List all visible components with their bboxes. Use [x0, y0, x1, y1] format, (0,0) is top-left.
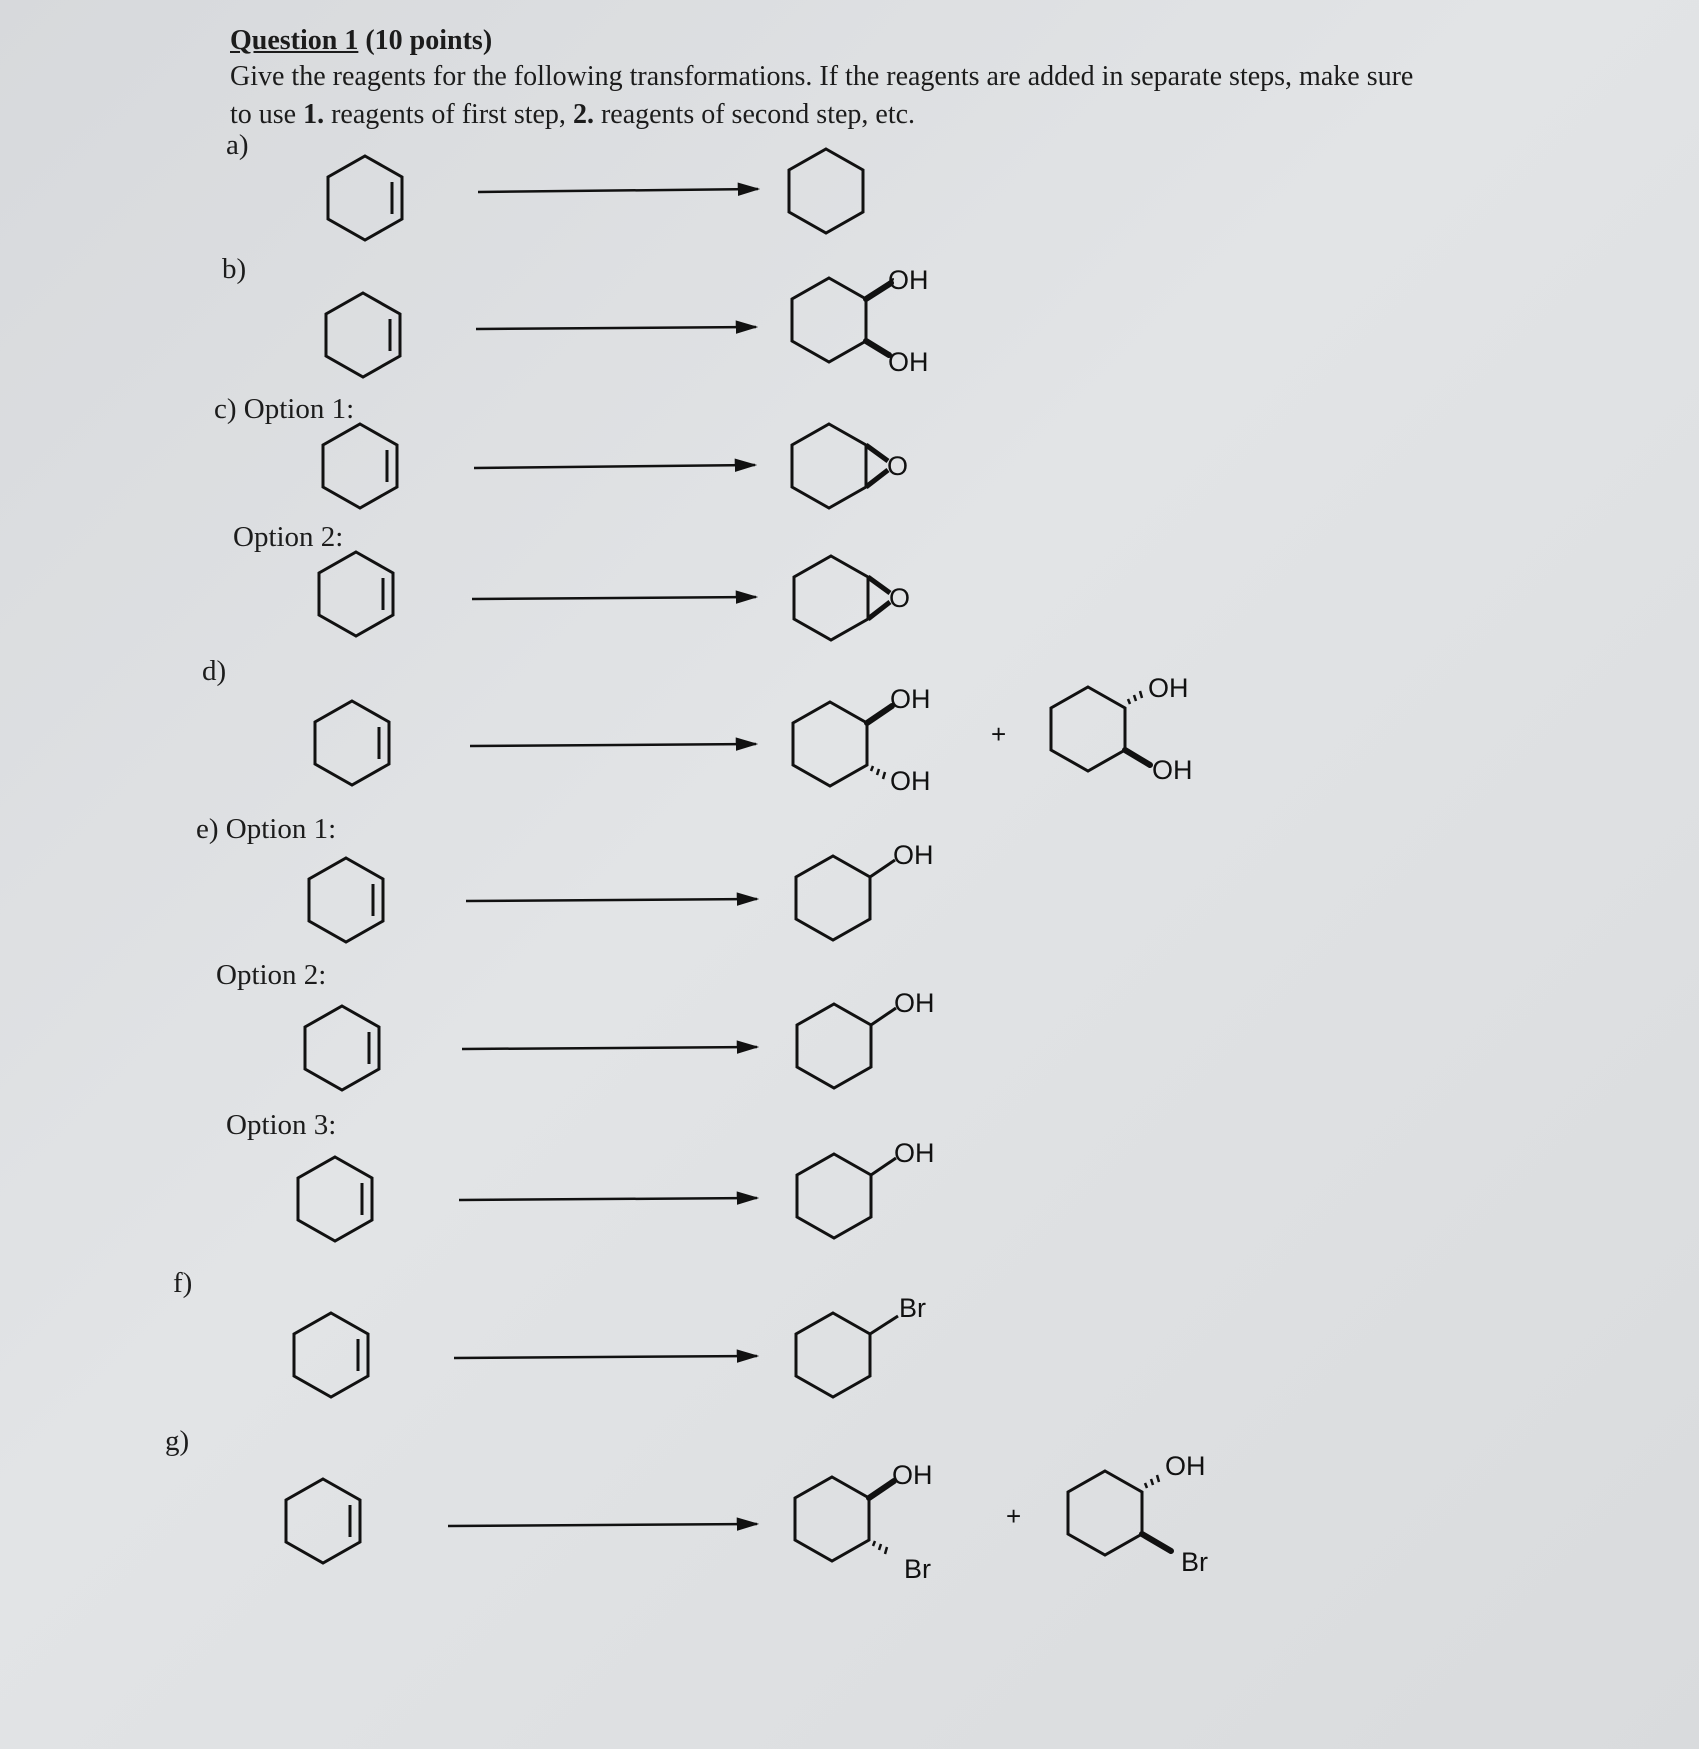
reaction-arrow-f [454, 1356, 757, 1358]
oh-label: OH [888, 347, 929, 377]
oh-label: OH [893, 840, 934, 870]
reaction-e-option-3 [298, 1138, 935, 1241]
reaction-c-option-2 [319, 552, 910, 640]
part-c-option-2-label: Option 2: [233, 521, 344, 553]
instruction-line-1: Give the reagents for the following transformations. If the reagents are added in separate steps, make sure [230, 61, 1414, 92]
bromohydrin-product-2 [1068, 1471, 1142, 1555]
epoxide-product-c1 [792, 424, 866, 508]
part-e-option-3-label: Option 3: [226, 1109, 337, 1141]
trans-diol-product-1 [793, 702, 867, 786]
part-g-label: g) [165, 1425, 190, 1457]
question-title: Question 1 (10 points) [230, 25, 493, 56]
br-label: Br [899, 1293, 926, 1323]
reaction-e-option-2 [305, 988, 935, 1090]
reaction-d [315, 673, 1193, 796]
br-label: Br [904, 1554, 931, 1584]
cyclohexanol-product-e1 [796, 856, 870, 940]
reaction-arrow-d [470, 744, 756, 746]
oh-label: OH [894, 1138, 935, 1168]
bromocyclohexane-product-f [796, 1313, 870, 1397]
part-b-label: b) [222, 253, 247, 285]
reaction-arrow-a [478, 189, 758, 192]
reaction-c-option-1 [323, 424, 908, 508]
cyclohexanol-product-e3 [797, 1154, 871, 1238]
oh-label: OH [888, 265, 929, 295]
epoxide-o-label: O [887, 451, 909, 481]
reaction-arrow-e1 [466, 899, 757, 901]
br-label: Br [1181, 1547, 1208, 1577]
reaction-f [294, 1293, 926, 1397]
part-e-option-1-label: e) Option 1: [196, 813, 337, 845]
part-d-label: d) [202, 655, 227, 687]
plus-sign: + [991, 719, 1007, 749]
reaction-arrow-c2 [472, 597, 756, 599]
part-f-label: f) [173, 1267, 193, 1299]
reaction-b [326, 265, 929, 377]
reaction-arrow-c1 [474, 465, 755, 468]
oh-label: OH [1165, 1451, 1206, 1481]
oh-label: OH [1152, 755, 1193, 785]
epoxide-o-label: O [889, 583, 911, 613]
reaction-a [328, 149, 863, 240]
bromohydrin-product-1 [795, 1477, 869, 1561]
reaction-e-option-1 [309, 840, 934, 942]
reaction-arrow-g [448, 1524, 757, 1526]
reaction-arrow-e3 [459, 1198, 757, 1200]
instruction-line-2: to use 1. reagents of first step, 2. reagents of second step, etc. [230, 99, 916, 130]
trans-diol-product-2 [1051, 687, 1125, 771]
part-c-option-1-label: c) Option 1: [214, 393, 355, 425]
oh-label: OH [890, 766, 931, 796]
reaction-arrow-b [476, 327, 756, 329]
oh-label: OH [892, 1460, 933, 1490]
reaction-arrow-e2 [462, 1047, 757, 1049]
oh-label: OH [890, 684, 931, 714]
cyclohexane-product-a [789, 149, 863, 233]
oh-label: OH [894, 988, 935, 1018]
cyclohexane-ring-product-b [792, 278, 866, 362]
reaction-g [286, 1451, 1208, 1584]
part-a-label: a) [226, 129, 249, 161]
epoxide-product-c2 [794, 556, 868, 640]
part-e-option-2-label: Option 2: [216, 959, 327, 991]
cyclohexanol-product-e2 [797, 1004, 871, 1088]
oh-label: OH [1148, 673, 1189, 703]
plus-sign: + [1006, 1501, 1022, 1531]
